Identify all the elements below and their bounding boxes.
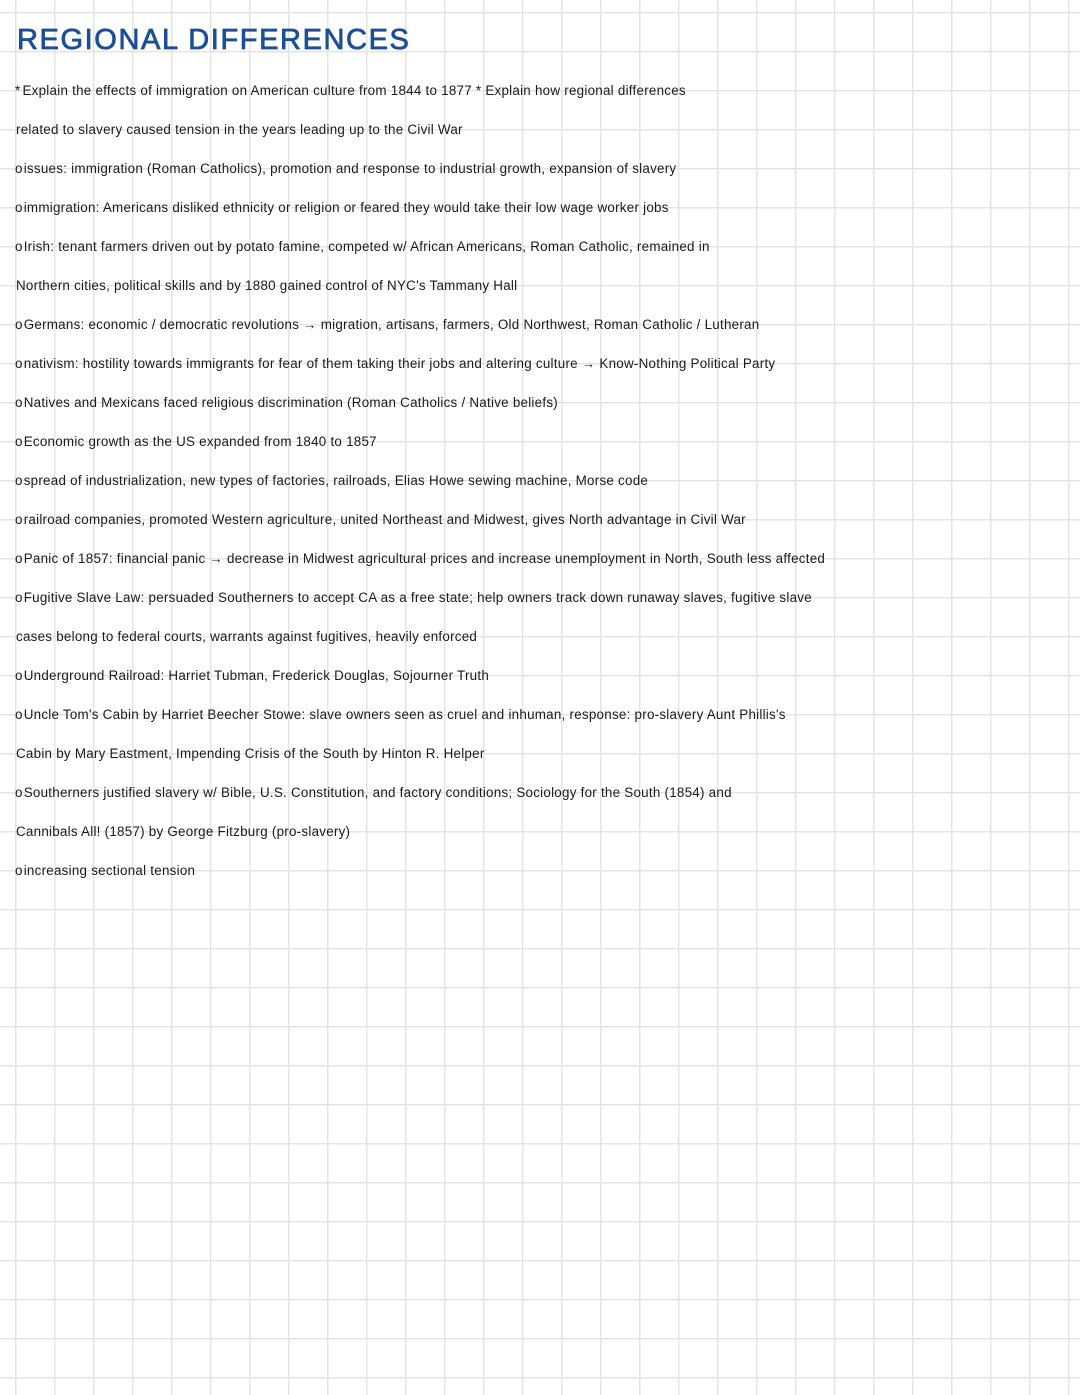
note-text: issues: immigration (Roman Catholics), promotion and response to industrial growth, expansion of slavery	[23, 161, 677, 176]
bullet-line	[15, 547, 1080, 586]
bullet-line-continuation	[15, 742, 1080, 781]
bullet-line	[15, 235, 1080, 274]
bullet-line	[15, 508, 1080, 547]
asterisk-marker-icon: *	[15, 83, 21, 98]
note-text: spread of industrialization, new types of factories, railroads, Elias Howe sewing machine, Morse code	[23, 473, 649, 488]
note-text: related to slavery caused tension in the years leading up to the Civil War	[16, 122, 463, 137]
circle-bullet-icon: o	[15, 590, 23, 605]
bullet-line	[15, 703, 1080, 742]
circle-bullet-icon: o	[15, 785, 23, 800]
objective-line-continuation	[15, 118, 1080, 157]
note-text: Cannibals All! (1857) by George Fitzburg (pro-slavery)	[16, 824, 351, 839]
circle-bullet-icon: o	[15, 512, 23, 527]
note-text: Germans: economic / democratic revolutions → migration, artisans, farmers, Old Northwest, Roman Catholic / Lutheran	[23, 317, 760, 332]
circle-bullet-icon: o	[15, 239, 23, 254]
circle-bullet-icon: o	[15, 434, 23, 449]
note-text: Southerners justified slavery w/ Bible, U.S. Constitution, and factory conditions; Sociology for the South (1854) and	[23, 785, 732, 800]
circle-bullet-icon: o	[15, 551, 23, 566]
notes-body	[15, 79, 1080, 898]
note-text: immigration: Americans disliked ethnicity or religion or feared they would take their low wage worker jobs	[23, 200, 669, 215]
bullet-line-continuation	[15, 274, 1080, 313]
bullet-line	[15, 391, 1080, 430]
bullet-line	[15, 157, 1080, 196]
circle-bullet-icon: o	[15, 668, 23, 683]
circle-bullet-icon: o	[15, 356, 23, 371]
circle-bullet-icon: o	[15, 200, 23, 215]
note-text: Explain the effects of immigration on American culture from 1844 to 1877 * Explain how regional differences	[22, 83, 686, 98]
note-text: Underground Railroad: Harriet Tubman, Frederick Douglas, Sojourner Truth	[23, 668, 490, 683]
bullet-line-continuation	[15, 820, 1080, 859]
bullet-line	[15, 586, 1080, 625]
note-text: increasing sectional tension	[23, 863, 196, 878]
page-title: REGIONAL DIFFERENCES	[17, 24, 411, 56]
bullet-line	[15, 196, 1080, 235]
note-text: nativism: hostility towards immigrants for fear of them taking their jobs and altering culture → Know-Nothing Political Party	[23, 356, 776, 371]
bullet-line-continuation	[15, 625, 1080, 664]
note-text: Cabin by Mary Eastment, Impending Crisis of the South by Hinton R. Helper	[16, 746, 485, 761]
note-text: Economic growth as the US expanded from 1840 to 1857	[23, 434, 377, 449]
note-text: Fugitive Slave Law: persuaded Southerners to accept CA as a free state; help owners track down runaway slaves, fugitive slave	[23, 590, 812, 605]
bullet-line	[15, 469, 1080, 508]
note-text: Panic of 1857: financial panic → decrease in Midwest agricultural prices and increase unemployment in North, South less affected	[23, 551, 826, 566]
bullet-line	[15, 781, 1080, 820]
note-text: Northern cities, political skills and by 1880 gained control of NYC's Tammany Hall	[16, 278, 518, 293]
circle-bullet-icon: o	[15, 317, 23, 332]
note-text: cases belong to federal courts, warrants against fugitives, heavily enforced	[16, 629, 478, 644]
objective-line	[15, 79, 1080, 118]
note-text: Uncle Tom's Cabin by Harriet Beecher Stowe: slave owners seen as cruel and inhuman, response: pro-slavery Aunt Phillis's	[23, 707, 786, 722]
circle-bullet-icon: o	[15, 863, 23, 878]
circle-bullet-icon: o	[15, 473, 23, 488]
bullet-line	[15, 859, 1080, 898]
note-text: Natives and Mexicans faced religious discrimination (Roman Catholics / Native beliefs)	[23, 395, 558, 410]
circle-bullet-icon: o	[15, 395, 23, 410]
bullet-line	[15, 313, 1080, 352]
note-text: railroad companies, promoted Western agriculture, united Northeast and Midwest, gives North advantage in Civil War	[23, 512, 746, 527]
bullet-line	[15, 430, 1080, 469]
note-text: Irish: tenant farmers driven out by potato famine, competed w/ African Americans, Roman Catholic, remained in	[23, 239, 710, 254]
circle-bullet-icon: o	[15, 707, 23, 722]
bullet-line	[15, 352, 1080, 391]
bullet-line	[15, 664, 1080, 703]
circle-bullet-icon: o	[15, 161, 23, 176]
